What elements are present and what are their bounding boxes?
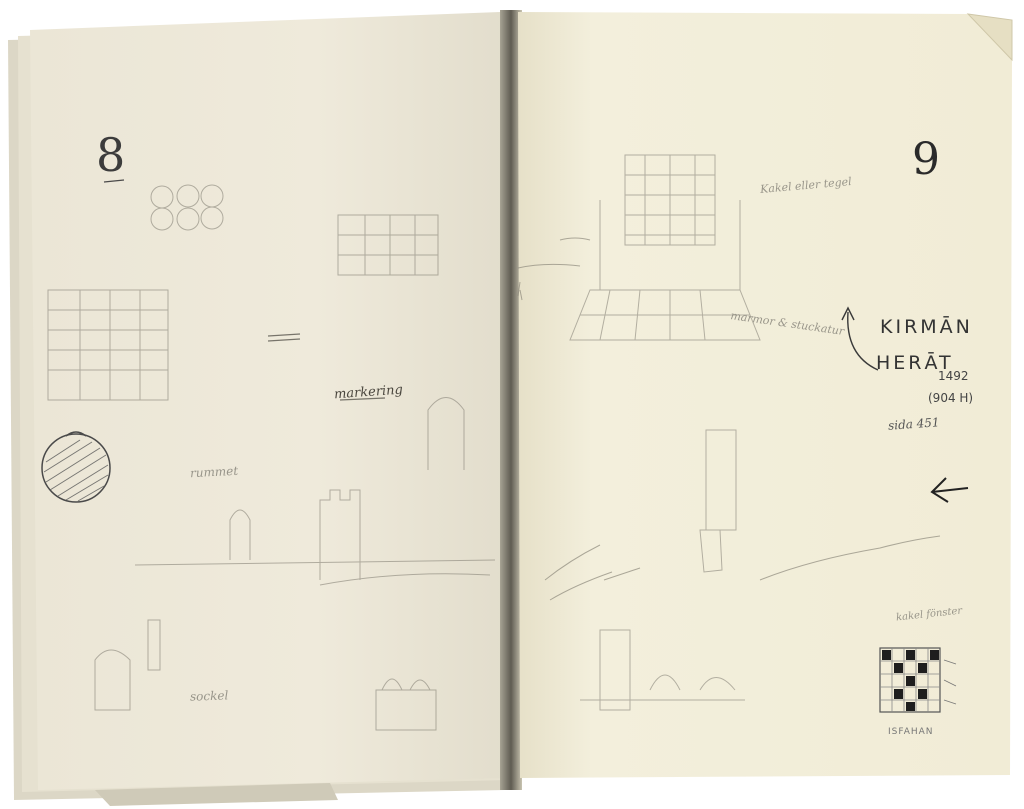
left-page-number: 8: [96, 128, 126, 182]
caption-tile: Kakel eller tegel: [759, 175, 853, 196]
caption-reference: sida 451: [887, 415, 940, 433]
left-note-marking: markering: [333, 382, 404, 403]
caption-city: ISFAHAN: [888, 727, 934, 737]
caption-herat: HERĀT: [876, 352, 954, 374]
right-page-number: 9: [912, 134, 940, 185]
left-note-sockel: sockel: [189, 688, 229, 704]
caption-kirman: KIRMĀN: [880, 316, 973, 338]
caption-year: 1492: [938, 369, 969, 383]
caption-window: kakel fönster: [895, 605, 963, 624]
caption-year-hijri: (904 H): [928, 391, 974, 405]
caption-marble: marmor & stuckatur: [729, 309, 845, 338]
left-note-room: rummet: [189, 463, 239, 481]
